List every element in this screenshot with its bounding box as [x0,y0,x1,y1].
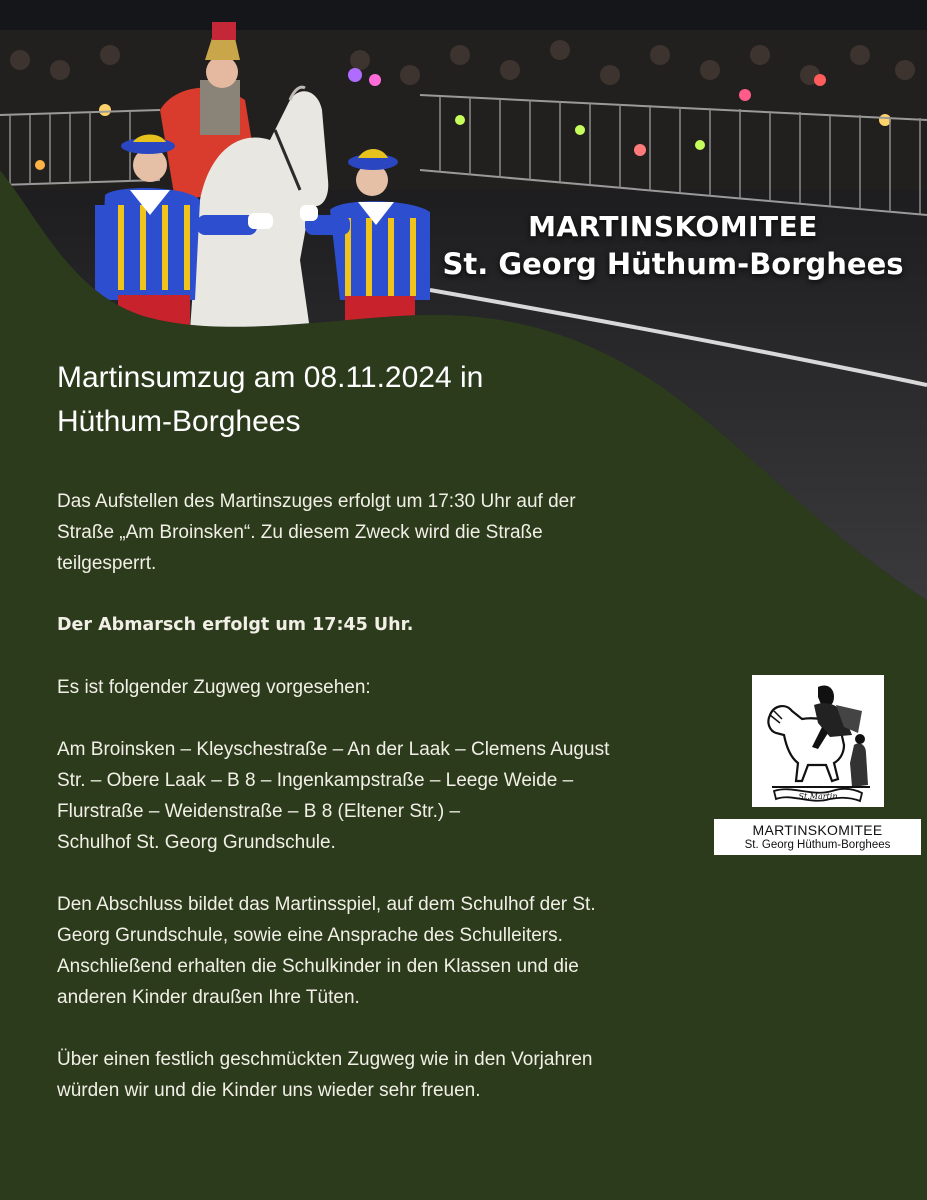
text-line: Straße „Am Broinsken“. Zu diesem Zweck wird die Straße [57,522,543,543]
text-line: Den Abschluss bildet das Martinsspiel, auf dem Schulhof der St. [57,894,596,915]
text-line: Schulhof St. Georg Grundschule. [57,832,336,853]
text-line: Georg Grundschule, sowie eine Ansprache des Schulleiters. [57,925,563,946]
text-line: Anschließend erhalten die Schulkinder in den Klassen und die [57,956,579,977]
logo-caption-title: MARTINSKOMITEE [752,822,883,838]
page-title-line-1: Martinsumzug am 08.11.2024 in [57,361,484,394]
text-line: Str. – Obere Laak – B 8 – Ingenkampstraße – Leege Weide – [57,770,574,791]
announcement-body [57,486,717,1137]
paragraph-schluss [57,1044,717,1106]
paragraph-abschluss [57,889,717,1013]
text-line: Das Aufstellen des Martinszuges erfolgt um 17:30 Uhr auf der [57,491,576,512]
st-martin-logo-image [752,675,884,807]
text-line: Flurstraße – Weidenstraße – B 8 (Eltener Str.) – [57,801,461,822]
committee-header [433,210,913,281]
text-line: würden wir und die Kinder uns wieder sehr freuen. [57,1080,481,1101]
text-line: Über einen festlich geschmückten Zugweg wie in den Vorjahren [57,1049,593,1070]
page-title [57,356,617,444]
text-line: teilgesperrt. [57,553,157,574]
committee-title: MARTINSKOMITEE [528,210,818,243]
paragraph-aufstellen [57,486,717,579]
logo-caption [714,819,921,855]
logo-banner-text: St.Martin [798,792,838,801]
text-line: anderen Kinder draußen Ihre Tüten. [57,987,360,1008]
logo-caption-subtitle: St. Georg Hüthum-Borghees [744,839,891,851]
paragraph-route [57,734,717,858]
committee-logo [714,675,921,855]
page-title-line-2: Hüthum-Borghees [57,405,301,438]
paragraph-zugweg-intro: Es ist folgender Zugweg vorgesehen: [57,677,371,698]
paragraph-abmarsch: Der Abmarsch erfolgt um 17:45 Uhr. [57,615,414,635]
st-martin-rider-icon [752,675,884,807]
committee-subtitle: St. Georg Hüthum-Borghees [442,247,904,281]
text-line: Am Broinsken – Kleyschestraße – An der Laak – Clemens August [57,739,610,760]
